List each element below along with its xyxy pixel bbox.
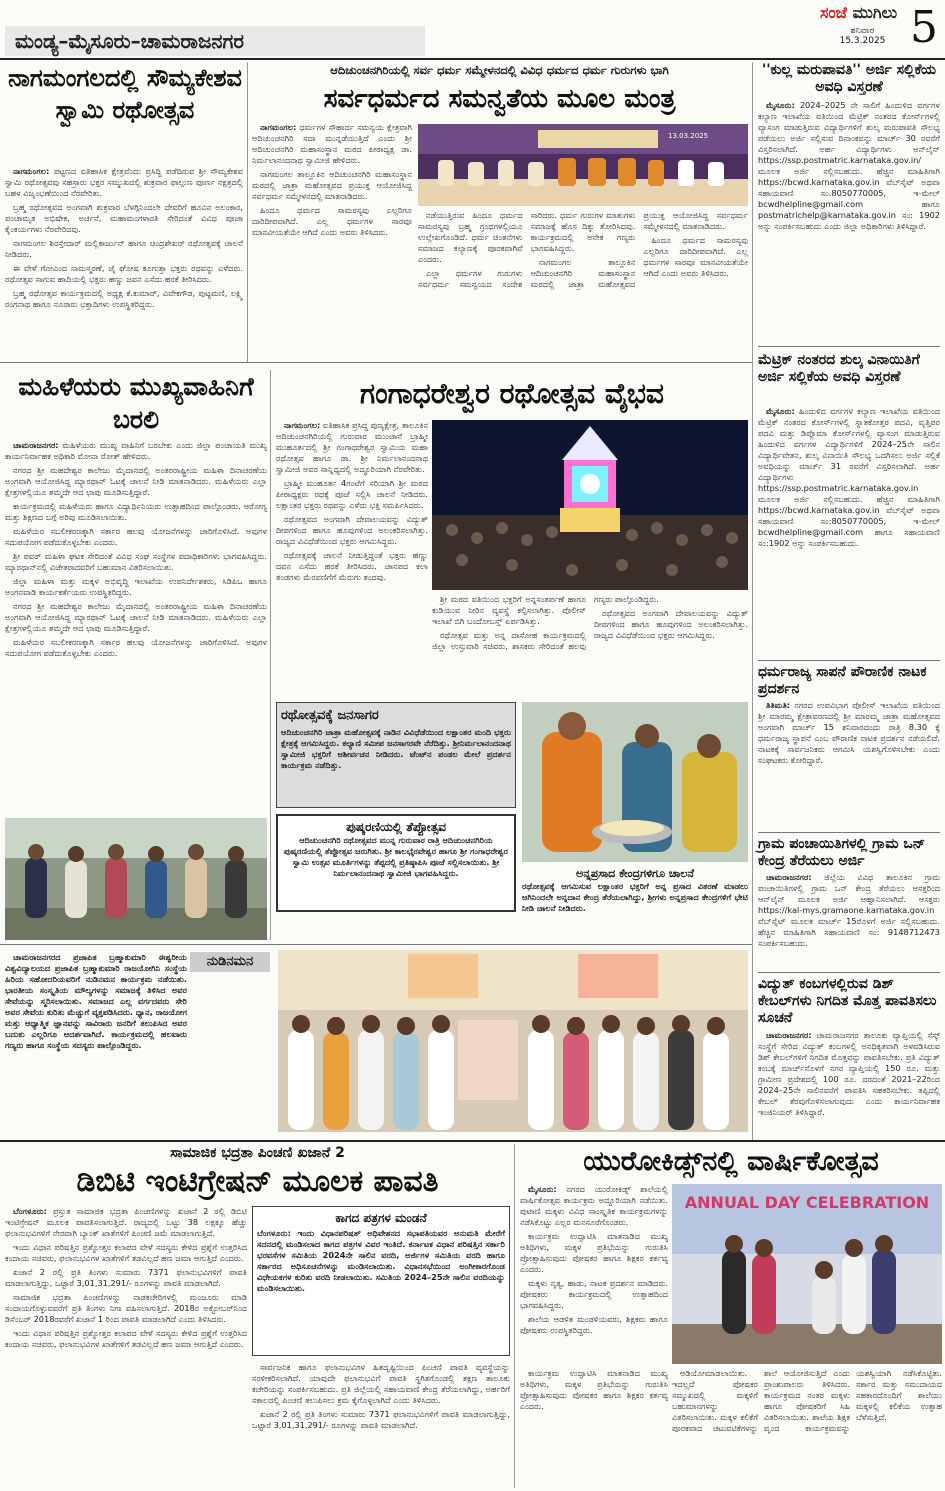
headline-natak: ಧರ್ಮರಾಜ್ಯ ಸಾಪನೆ ಪೌರಾಣಿಕ ನಾಟಕ ಪ್ರದರ್ಶನ	[758, 664, 927, 697]
dateline: ನಾಗಮಂಗಲ:	[13, 166, 50, 176]
headline-mahileyaru: ಮಹಿಳೆಯರು ಮುಖ್ಯವಾಹಿನಿಗೆ ಬರಲಿ	[18, 372, 254, 434]
story-sarvadharma-col1	[252, 122, 412, 358]
photo-date: 13.03.2025	[668, 132, 709, 140]
box-body: ಆದಿಚುಂಚನಗಿರಿ ರಥೋತ್ಸವದ ಮುನ್ನ ಗುರುವಾರ ರಾತ್ರಿ ಆದಿಚುಂಚನಗಿರಿಯ ಪುಷ್ಕರಣಿಯಲ್ಲಿ ತೆಪ್ಪೋತ್ಸವ ಜರುಗಿತು. ಶ್ರೀ ಕಾಲಭೈರವೇಶ್ವರ ಹಾಗೂ ಶ್ರೀ ಗಂಗಾಧರೇಶ್ವರ ಸ್ವಾಮಿ ಉತ್ಸವ ಮೂರ್ತಿಗಳನ್ನು ತೆಪ್ಪದಲ್ಲಿ ಪ್ರತಿಷ್ಠಾಪಿಸಿ ಪೂಜೆ ಸಲ್ಲಿಸಲಾಯಿತು. ಶ್ರೀ ನಿರ್ಮಲಾನಂದನಾಥ ಸ್ವಾಮೀಜಿ ಭಾಗವಹಿಸಿದ್ದರು.	[283, 835, 508, 878]
paragraph: ಪಟ್ಟಣದ ಐತಿಹಾಸಿಕ ಕ್ಷೇತ್ರವೆಂದು ಪ್ರಸಿದ್ಧಿ ಪಡೆದಿರುವ ಶ್ರೀ ಸೌಮ್ಯಕೇಶವ ಸ್ವಾಮಿ ರಥೋತ್ಸವವು ಸಹಸ್ರಾರು ಭಕ್ತರ ಸಮ್ಮುಖದಲ್ಲಿ ಶುಕ್ರವಾರ ಫಾಲ್ಗುಣ ಪೂರ್ಣ ನಕ್ಷತ್ರದಲ್ಲಿ ಬಹಳ ವಿಜೃಂಭಣೆಯಿಂದ ನೆರವೇರಿತು.	[5, 166, 243, 198]
dateline: ಮೈಸೂರು:	[528, 1184, 557, 1194]
paragraph: ಐತಿಹಾಸಿಕ ಪ್ರಸಿದ್ಧ ಪುಣ್ಯಕ್ಷೇತ್ರ, ತಾಲೂಕಿನ ಆದಿಚುಂಚನಗಿರಿಯಲ್ಲಿ ಗುರುವಾರ ಮುಂಜಾನೆ ಬ್ರಾಹ್ಮೀ ಮುಹೂರ್ತದಲ್ಲಿ ಶ್ರೀ ಗಂಗಾಧರೇಶ್ವರ ಸ್ವಾಮಿಯ ಮಹಾ ರಥೋತ್ಸವ ಹಾಗೂ ಡಾ. ಶ್ರೀ ನಿರ್ಮಲಾನಂದನಾಥ ಸ್ವಾಮೀಜಿ ಅವರ ಸಾನ್ನಿಧ್ಯದಲ್ಲಿ ಅದ್ಧೂರಿಯಾಗಿ ನೆರವೇರಿತು.	[276, 420, 428, 474]
headline-eurokids: ಯುರೋಕಿಡ್ಸ್‌ನಲ್ಲಿ ವಾರ್ಷಿಕೋತ್ಸವ	[583, 1146, 879, 1177]
story-metric-shulka	[758, 406, 940, 656]
paragraph: ರಥೋತ್ಸವ ಮತ್ತು ಅನ್ನ ದಾಸೋಹ ಕಾರ್ಯಕ್ರಮದಲ್ಲಿ ಜಿಲ್ಲಾ ಉಸ್ತುವಾರಿ ಸಚಿವರು, ಶಾಸಕರು ಸೇರಿದಂತೆ ಹಲವು ಗಣ್ಯರು ಪಾಲ್ಗೊಂಡಿದ್ದರು.	[432, 594, 659, 651]
paragraph: ಮಹಿಳೆಯರ ಸಬಲೀಕರಣಕ್ಕಾಗಿ ಸರ್ಕಾರ ಹಲವು ಯೋಜನೆಗಳನ್ನು ಜಾರಿಗೊಳಿಸಿದೆ. ಅವುಗಳ ಸದುಪಯೋಗ ಪಡೆದುಕೊಳ್ಳಬೇಕು ಎಂದರು.	[5, 637, 267, 658]
headline-gangadhareshwara: ಗಂಗಾಧರೇಶ್ವರ ರಥೋತ್ಸವ ವೈಭವ	[360, 377, 664, 410]
box-title: ರಥೋತ್ಸವಕ್ಕೆ ಜನಸಾಗರ	[281, 708, 379, 723]
divider	[0, 944, 752, 945]
headline-grama-one: ಗ್ರಾಮ ಪಂಚಾಯಿತಿಗಳಲ್ಲಿ ಗ್ರಾಮ ಒನ್ ಕೇಂದ್ರ ತೆರೆಯಲು ಅರ್ಜಿ	[758, 836, 926, 869]
paragraph: ನಾಗಮಂಗಲ ತಾಲ್ಲೂಕಿನ ಆದಿಚುಂಚನಗಿರಿ ಮಹಾಸಂಸ್ಥಾನ ಮಠದಲ್ಲಿ ಜಾತ್ರಾ ಮಹೋತ್ಸವದ ಪ್ರಯುಕ್ತ ಆಯೋಜಿಸಿದ್ದ ಸರ್ವಧರ್ಮ ಸಮ್ಮೇಳನದಲ್ಲಿ ಮಾತನಾಡಿದರು.	[530, 210, 748, 289]
paragraph: ಖಜಾನೆ 2 ರಲ್ಲಿ ಪ್ರತಿ ತಿಂಗಳು ಸುಮಾರು 7371 ಫಲಾನುಭವಿಗಳಿಗೆ ಪಾವತಿ ಮಾಡಲಾಗುತ್ತಿದ್ದು, ಒಟ್ಟಾರೆ 3,01,31,291/- ರೂಗಳನ್ನು ಪಾವತಿ ಮಾಡಲಾಗಿದೆ.	[5, 1267, 247, 1288]
issue-date: 15.3.2025	[839, 36, 886, 46]
paragraph: ನಡೆಯುತ್ತಿರುವ ಹಿಂದೂ ಧರ್ಮದ ಸಾಮರಸ್ಯವು ಬ್ರಹ್ಮ ಗ್ರಂಥಗಳಲ್ಲಿಯೂ ಉಲ್ಲೇಖಗೊಂಡಿದೆ. ಧರ್ಮ ಚಿಂತನೆಗಳು ಸಮಾಜದ ಕಲ್ಯಾಣಕ್ಕೆ ಪೂರಕವಾಗಿವೆ ಎಂದರು.	[418, 210, 523, 264]
paragraph: ಇಂದು ವಿಧಾನ ಪರಿಷತ್ತಿನ ಪ್ರಶ್ನೋತ್ತರ ಕಲಾಪದ ವೇಳೆ ಸದಸ್ಯರು ಕೇಳಿದ ಪ್ರಶ್ನೆಗೆ ಉತ್ತರಿಸಿದ ಕಂದಾಯ ಸಚಿವರು, ಫಲಾನುಭವಿಗಳ ಖಾತೆಗಳಿಗೆ ತಡವಿಲ್ಲದೆ ಹಣ ಜಮಾ ಆಗುತ್ತಿದೆ ಎಂದರು.	[5, 1242, 247, 1263]
story-gangadhareshwara-col2	[432, 594, 748, 698]
paragraph: ರಥೋತ್ಸವದ ಅಂಗವಾಗಿ ದೇವಾಲಯವನ್ನು ವಿದ್ಯುತ್ ದೀಪಗಳಿಂದ ಹಾಗೂ ಹೂವುಗಳಿಂದ ಅಲಂಕರಿಸಲಾಗಿತ್ತು. ರಾಜ್ಯದ ವಿವಿಧೆಡೆಯಿಂದ ಭಕ್ತರು ಆಗಮಿಸಿದ್ದರು.	[276, 514, 428, 546]
kicker-dbt: ಸಾಮಾಜಿಕ ಭದ್ರತಾ ಪಿಂಚಣಿ ಖಜಾನೆ 2	[170, 1145, 345, 1161]
paragraph: ಪ್ರಸ್ತುತ ಸಾಮಾಜಿಕ ಭದ್ರತಾ ಪಿಂಚಣಿಗಳನ್ನು ಖಜಾನೆ 2 ರಲ್ಲಿ ಡಿಬಿಟಿ ಇಂಟಿಗ್ರೇಷನ್ ಮೂಲಕ ಪಾವತಿಸಲಾಗುತ್ತಿದೆ. ರಾಜ್ಯದಲ್ಲಿ ಒಟ್ಟು 38 ಲಕ್ಷಕ್ಕೂ ಹೆಚ್ಚು ಫಲಾನುಭವಿಗಳಿಗೆ ನೇರವಾಗಿ ಬ್ಯಾಂಕ್ ಖಾತೆಗಳಿಗೆ ಪಿಂಚಣಿ ಜಮೆ ಮಾಡಲಾಗುತ್ತಿದೆ.	[5, 1206, 247, 1238]
paragraph: ಹಿಂದೂ ಧರ್ಮದ ಸಾಮರಸ್ಯವು ಎಲ್ಲರಿಗೂ ದಾರಿದೀಪವಾಗಿದೆ. ಎಲ್ಲ ಧರ್ಮಗಳ ಸಾರವೂ ಮಾನವೀಯತೆಯೇ ಆಗಿದೆ ಎಂದು ಅವರು ತಿಳಿಸಿದರು.	[643, 235, 748, 278]
story-dbt	[5, 1206, 247, 1486]
photo-banner-text: ANNUAL DAY CELEBRATION	[684, 1193, 930, 1212]
badge-nudinamana: ನುಡಿನಮನ	[190, 952, 270, 972]
paragraph: ಜಿಲ್ಲಾ ಮಹಿಳಾ ಮತ್ತು ಮಕ್ಕಳ ಅಭಿವೃದ್ಧಿ ಇಲಾಖೆಯ ಉಪನಿರ್ದೇಶಕರು, ಸಿಡಿಪಿಒ ಹಾಗೂ ಅಂಗನವಾಡಿ ಕಾರ್ಯಕರ್ತೆಯರು ಉಪಸ್ಥಿತರಿದ್ದರು.	[5, 576, 267, 597]
paragraph: ಸಾರ್ವಜನಿಕ ಹಾಗೂ ಫಲಾನುಭವಿಗಳ ಹಿತದೃಷ್ಟಿಯಿಂದ ಪಿಂಚಣಿ ಪಾವತಿ ವ್ಯವಸ್ಥೆಯನ್ನು ಸರಳೀಕರಿಸಲಾಗಿದೆ. ಯಾವುದೇ ಫಲಾನುಭವಿಗೆ ಪಾವತಿ ಸ್ಥಗಿತಗೊಂಡಲ್ಲಿ ತಕ್ಷಣ ತಾಲೂಕು ಕಚೇರಿಯನ್ನು ಸಂಪರ್ಕಿಸಬಹುದು. ಪ್ರತಿ ಜಿಲ್ಲೆಯಲ್ಲಿ ಸಹಾಯವಾಣಿ ಕೇಂದ್ರ ತೆರೆಯಲಾಗಿದ್ದು, ಅರ್ಹರಿಗೆ ಸಕಾಲದಲ್ಲಿ ಪಿಂಚಣಿ ತಲುಪಿಸಲು ಕ್ರಮ ಕೈಗೊಳ್ಳಲಾಗಿದೆ ಎಂದು ತಿಳಿಸಿದರು.	[252, 1362, 510, 1405]
paragraph: ಮಹಿಳೆಯರ ಸಬಲೀಕರಣಕ್ಕಾಗಿ ಸರ್ಕಾರ ಹಲವು ಯೋಜನೆಗಳನ್ನು ಜಾರಿಗೊಳಿಸಿದೆ. ಅವುಗಳ ಸದುಪಯೋಗ ಪಡೆದುಕೊಳ್ಳಬೇಕು ಎಂದರು.	[5, 526, 267, 547]
column-rule	[247, 62, 248, 362]
headline-shulka-marupavati: ''ಕುಲ್ಲ ಮರುಪಾವತಿ'' ಅರ್ಜಿ ಸಲ್ಲಿಕೆಯ ಅವಧಿ ವಿಸ್ತರಣೆ	[761, 62, 937, 95]
masthead-logo	[820, 4, 905, 52]
story-eurokids-col2	[672, 1368, 942, 1486]
chariot-photo	[432, 420, 748, 590]
paragraph: ಖಜಾನೆ 2 ರಲ್ಲಿ ಪ್ರತಿ ತಿಂಗಳು ಸುಮಾರು 7371 ಫಲಾನುಭವಿಗಳಿಗೆ ಪಾವತಿ ಮಾಡಲಾಗುತ್ತಿದ್ದು, ಒಟ್ಟಾರೆ 3,01,31,291/- ರೂಗಳನ್ನು ಪಾವತಿ ಮಾಡಲಾಗಿದೆ.	[252, 1409, 510, 1430]
paragraph: ಎಲ್ಲಾ ಧರ್ಮಗಳ ಗುರುಗಳು ಸರ್ವಧರ್ಮ ಸಮನ್ವಯದ ಸಂದೇಶ ಸಾರಿದರು. ಧರ್ಮ ಗುರುಗಳ ಮಾತುಗಳು ಸಮಾಜಕ್ಕೆ ಹೊಸ ದಿಕ್ಕು ತೋರಿಸಿದವು. ಕಾರ್ಯಕ್ರಮದಲ್ಲಿ ಅನೇಕ ಗಣ್ಯರು ಭಾಗವಹಿಸಿದ್ದರು.	[418, 210, 636, 289]
headline-soumyakeshava: ನಾಗಮಂಗಲದಲ್ಲಿ ಸೌಮ್ಯಕೇಶವ ಸ್ವಾಮಿ ರಥೋತ್ಸವ	[8, 63, 242, 124]
story-nudinamana	[5, 952, 273, 1130]
issue-day: ಶನಿವಾರ	[850, 26, 875, 36]
annaprasada-photo	[522, 702, 748, 862]
divider	[758, 660, 940, 661]
paragraph: ಚಾಮರಾಜನಗರದ ಪ್ರಜಾಪಿತ ಬ್ರಹ್ಮಾಕುಮಾರಿ ಈಶ್ವರೀಯ ವಿಶ್ವವಿದ್ಯಾಲಯದ ಪ್ರಜಾಪಿತ ಬ್ರಹ್ಮಾಕುಮಾರಿ ರಾಜಯೋಗಿನಿ ಸಂಸ್ಥೆಯ ಹಿರಿಯ ಸಹೋದರಿಯವರಿಗೆ ನುಡಿನಮನ ಕಾರ್ಯಕ್ರಮ ನಡೆಯಿತು. ಭಾರತೀಯ ಸಂಸ್ಕೃತಿಯ ಮೌಲ್ಯಗಳನ್ನು ಸಮಾಜಕ್ಕೆ ತಿಳಿಸಿದ ಅವರ ಸೇವೆಯನ್ನು ಸ್ಮರಿಸಲಾಯಿತು. ಸಮಾಜದ ಎಲ್ಲ ವರ್ಗದವರು ಸೇರಿ ಅವರ ಸೇವೆಯ ಕುರಿತು ಮೆಚ್ಚುಗೆ ವ್ಯಕ್ತಪಡಿಸಿದರು. ಧ್ಯಾನ, ರಾಜಯೋಗ ಮತ್ತು ಆಧ್ಯಾತ್ಮಿಕ ಜ್ಞಾನವನ್ನು ಸಾವಿರಾರು ಜನರಿಗೆ ತಲುಪಿಸಿದ ಅವರ ಬದುಕು ಎಲ್ಲರಿಗೂ ಆದರ್ಶವಾಗಿದೆ. ಕಾರ್ಯಕ್ರಮದಲ್ಲಿ ಹಲವಾರು ಗಣ್ಯರು ಹಾಗೂ ಸಂಸ್ಥೆಯ ಸದಸ್ಯರು ಪಾಲ್ಗೊಂಡಿದ್ದರು.	[5, 952, 187, 1050]
paragraph: ನಗರದ ಶ್ರೀ ಮಹದೇಶ್ವರ ಕಾಲೇಜು ಮೈದಾನದಲ್ಲಿ ಅಂತರರಾಷ್ಟ್ರೀಯ ಮಹಿಳಾ ದಿನಾಚರಣೆಯ ಅಂಗವಾಗಿ ಆಯೋಜಿಸಿದ್ದ ಮ್ಯಾರಥಾನ್ ಓಟಕ್ಕೆ ಚಾಲನೆ ನೀಡಿ ಮಾತನಾಡಿದರು. ಮಹಿಳೆಯರು ಎಲ್ಲಾ ಕ್ಷೇತ್ರಗಳಲ್ಲಿಯೂ ತಮ್ಮದೇ ಆದ ಛಾಪು ಮೂಡಿಸುತ್ತಿದ್ದಾರೆ.	[5, 601, 267, 633]
paragraph: ಶ್ರೀ ಪವರ್ ಮಹಿಳಾ ಘಟಕ ಸೇರಿದಂತೆ ವಿವಿಧ ಸಂಘ ಸಂಸ್ಥೆಗಳ ಪದಾಧಿಕಾರಿಗಳು ಭಾಗವಹಿಸಿದ್ದರು. ಮ್ಯಾರಥಾನ್‌ನಲ್ಲಿ ವಿಜೇತರಾದವರಿಗೆ ಬಹುಮಾನ ವಿತರಿಸಲಾಯಿತು.	[5, 551, 267, 572]
stage-photo	[418, 124, 748, 206]
paragraph: ಸಾಮಾಜಿಕ ಭದ್ರತಾ ಪಿಂಚಣಿಗಳನ್ನು ನಾಡಕಚೇರಿಗಳಲ್ಲಿ ಮಂಜೂರು ಮಾಡಿ ಸಂದಾಯಗೊಳ್ಳುವವರೆಗೆ ಪ್ರತಿ ತಿಂಗಳು ನಿಗಾ ವಹಿಸಲಾಗುತ್ತಿದೆ. 2018ರ ಅಕ್ಟೋಬರ್‌ನಿಂದ ಡಿಸೆಂಬರ್ 2018ರವರೆಗೆ ಖಜಾನೆ 1 ರಿಂದ ಪಾವತಿ ಮಾಡಲಾಗಿದೆ ಎಂದು ತಿಳಿಸಿದರು.	[5, 1292, 247, 1324]
paragraph: ಕಾರ್ಯಕ್ರಮ ಉದ್ಘಾಟಿಸಿ ಮಾತನಾಡಿದ ಮುಖ್ಯ ಅತಿಥಿಗಳು, ಮಕ್ಕಳ ಪ್ರತಿಭೆಯನ್ನು ಗುರುತಿಸಿ ಪ್ರೋತ್ಸಾಹಿಸುವುದು ಪೋಷಕರ ಹಾಗೂ ಶಿಕ್ಷಕರ ಕರ್ತವ್ಯ ಎಂದರು.	[520, 1231, 668, 1274]
box-body: ಬೆಂಗಳೂರು: ಇಂದು ವಿಧಾನಪರಿಷತ್ ಅಧಿವೇಶನದ ಸಭಾಪತಿಯವರ ಅನುಮತಿ ಮೇರೆಗೆ ಸದನದಲ್ಲಿ ಮಂಡಿಸಲಾದ ಕಾಗದ ಪತ್ರಗಳ ವಿವರ ಇಂತಿದೆ. ಕರ್ನಾಟಕ ವಿಧಾನ ಪರಿಷತ್ತಿನ ಸರ್ಕಾರಿ ಭರವಸೆಗಳ ಸಮಿತಿಯ 2024ನೇ ಸಾಲಿನ ವರದಿ, ಅರ್ಜಿಗಳ ಸಮಿತಿಯ ವರದಿ ಹಾಗೂ ಸರ್ಕಾರದ ಅಧಿಸೂಚನೆಗಳನ್ನು ಮಂಡಿಸಲಾಯಿತು. ವಿಧಾನಸಭೆಯಿಂದ ಅಂಗೀಕಾರಗೊಂಡ ವಿಧೇಯಕಗಳ ಕುರಿತು ವರದಿ ನೀಡಲಾಯಿತು. ಸಮಿತಿಯ 2024–25ನೇ ಸಾಲಿನ ವರದಿಯನ್ನು ಮಂಡಿಸಲಾಯಿತು.	[257, 1228, 505, 1293]
annual-day-photo	[672, 1184, 942, 1364]
dateline: ಮೈಸೂರು:	[766, 406, 795, 416]
paragraph: ಚಾಮರಾಜನಗರ ತಾಲೂಕು ವ್ಯಾಪ್ತಿಯಲ್ಲಿ ಸೆಸ್ಕ್ ಸಂಸ್ಥೆಗೆ ಸೇರಿದ ವಿದ್ಯುತ್ ಕಂಬಗಳಲ್ಲಿ ಅನಧಿಕೃತವಾಗಿ ಅಳವಡಿಸಿರುವ ಡಿಶ್ ಕೇಬಲ್‌ಗಳಿಗೆ ನಿಗದಿತ ಮೊತ್ತವನ್ನು ಪಾವತಿಸಬೇಕು. ಪ್ರತಿ ವಿದ್ಯುತ್ ಕಂಬಕ್ಕೆ ಮಾರ್ಚ್‌ನೊಳಗೆ ನಗರ ವ್ಯಾಪ್ತಿಯಲ್ಲಿ 150 ರೂ. ಮತ್ತು ಗ್ರಾಮೀಣ ಪ್ರದೇಶದಲ್ಲಿ 100 ರೂ. ದರದಂತೆ 2021–22ರಿಂದ 2024–25ನೇ ಸಾಲಿನವರೆಗೆ ಪಾವತಿಸಿ ಸಹಕರಿಸಬೇಕು. ತಪ್ಪಿದಲ್ಲಿ ಕೇಬಲ್ ತೆರವುಗೊಳಿಸಲಾಗುವುದು ಎಂದು ಕಾರ್ಯನಿರ್ವಾಹಕ ಇಂಜಿನಿಯರ್ ತಿಳಿಸಿದ್ದಾರೆ.	[758, 1030, 940, 1117]
story-mahileyaru	[5, 440, 267, 812]
box-tepotsava	[276, 814, 516, 912]
box-title: ಕಾಗದ ಪತ್ರಗಳ ಮಂಡನೆ	[335, 1211, 427, 1225]
headline-metric-shulka: ಮೆಟ್ರಿಕ್ ನಂತರದ ಶುಲ್ಕ ವಿನಾಯಿತಿಗೆ ಅರ್ಜಿ ಸಲ್ಲಿಕೆಯ ಅವಧಿ ವಿಸ್ತರಣೆ	[758, 352, 920, 385]
marathon-photo	[5, 818, 267, 940]
paragraph: ಇಂದು ವಿಧಾನ ಪರಿಷತ್ತಿನ ಪ್ರಶ್ನೋತ್ತರ ಕಲಾಪದ ವೇಳೆ ಸದಸ್ಯರು ಕೇಳಿದ ಪ್ರಶ್ನೆಗೆ ಉತ್ತರಿಸಿದ ಕಂದಾಯ ಸಚಿವರು, ಫಲಾನುಭವಿಗಳ ಖಾತೆಗಳಿಗೆ ತಡವಿಲ್ಲದೆ ಹಣ ಜಮಾ ಆಗುತ್ತಿದೆ ಎಂದರು.	[5, 1328, 247, 1349]
group-photo-nudinamana	[278, 950, 748, 1132]
divider	[758, 346, 940, 347]
box-kagada-patra	[252, 1206, 510, 1356]
paragraph: ನಗರದ ಶ್ರೀ ಮಹದೇಶ್ವರ ಕಾಲೇಜು ಮೈದಾನದಲ್ಲಿ ಅಂತರರಾಷ್ಟ್ರೀಯ ಮಹಿಳಾ ದಿನಾಚರಣೆಯ ಅಂಗವಾಗಿ ಆಯೋಜಿಸಿದ್ದ ಮ್ಯಾರಥಾನ್ ಓಟಕ್ಕೆ ಚಾಲನೆ ನೀಡಿ ಮಾತನಾಡಿದರು. ಮಹಿಳೆಯರು ಎಲ್ಲಾ ಕ್ಷೇತ್ರಗಳಲ್ಲಿಯೂ ತಮ್ಮದೇ ಆದ ಛಾಪು ಮೂಡಿಸುತ್ತಿದ್ದಾರೆ.	[5, 465, 267, 497]
story-sarvadharma-col2	[418, 210, 748, 358]
story-natak	[758, 700, 940, 832]
section-banner: ಮಂಡ್ಯ–ಮೈಸೂರು–ಚಾಮರಾಜನಗರ	[5, 26, 425, 56]
column-rule	[270, 370, 271, 940]
page-number: 5	[910, 2, 938, 53]
paragraph: ಕಾರ್ಯಕ್ರಮ ಉದ್ಘಾಟಿಸಿ ಮಾತನಾಡಿದ ಮುಖ್ಯ ಅತಿಥಿಗಳು, ಮಕ್ಕಳ ಪ್ರತಿಭೆಯನ್ನು ಗುರುತಿಸಿ ಪ್ರೋತ್ಸಾಹಿಸುವುದು ಪೋಷಕರ ಹಾಗೂ ಶಿಕ್ಷಕರ ಕರ್ತವ್ಯ ಎಂದರು.	[520, 1368, 668, 1411]
box-title: ಪುಷ್ಕರಣಿಯಲ್ಲಿ ತೆಪ್ಪೋತ್ಸವ	[346, 820, 446, 834]
paragraph: ರಥೋತ್ಸವದ ಅಂಗವಾಗಿ ದೇವಾಲಯವನ್ನು ವಿದ್ಯುತ್ ದೀಪಗಳಿಂದ ಹಾಗೂ ಹೂವುಗಳಿಂದ ಅಲಂಕರಿಸಲಾಗಿತ್ತು. ರಾಜ್ಯದ ವಿವಿಧೆಡೆಯಿಂದ ಭಕ್ತರು ಆಗಮಿಸಿದ್ದರು.	[594, 608, 748, 640]
column-rule	[514, 1144, 515, 1488]
caption-title: ಅನ್ನಪ್ರಸಾದ ಕೇಂದ್ರಗಳಿಗೂ ಚಾಲನೆ	[576, 867, 694, 880]
paragraph: ಶ್ರೀ ಮಠದ ವತಿಯಿಂದ ಭಕ್ತರಿಗೆ ಅನ್ನಸಂತರ್ಪಣೆ ಹಾಗೂ ಕುಡಿಯುವ ನೀರಿನ ವ್ಯವಸ್ಥೆ ಕಲ್ಪಿಸಲಾಗಿತ್ತು. ಪೊಲೀಸ್ ಇಲಾಖೆ ಬಿಗಿ ಬಂದೋಬಸ್ತ್ ಏರ್ಪಡಿಸಿತ್ತು.	[432, 594, 586, 626]
headline-sarvadharma: ಸರ್ವಧರ್ಮದ ಸಮನ್ವತೆಯ ಮೂಲ ಮಂತ್ರ	[323, 84, 676, 114]
story-eurokids-col1b	[520, 1368, 668, 1486]
paragraph: ಮಹಿಳೆಯರು ಮುಖ್ಯ ವಾಹಿನಿಗೆ ಬರಬೇಕು ಎಂದು ಜಿಲ್ಲಾ ಪಂಚಾಯತಿ ಮುಖ್ಯ ಕಾರ್ಯನಿರ್ವಾಹಕ ಅಧಿಕಾರಿ ಮೋನಾ ರೋತ್ ಹೇಳಿದರು.	[5, 440, 267, 461]
paragraph: ನಾಗಮಂಗಲ ತಾಲ್ಲೂಕಿನ ಆದಿಚುಂಚನಗಿರಿ ಮಹಾಸಂಸ್ಥಾನ ಮಠದಲ್ಲಿ ಜಾತ್ರಾ ಮಹೋತ್ಸವದ ಪ್ರಯುಕ್ತ ಆಯೋಜಿಸಿದ್ದ ಸರ್ವಧರ್ಮ ಸಮ್ಮೇಳನದಲ್ಲಿ ಮಾತನಾಡಿದರು.	[252, 169, 412, 201]
kicker-sarvadharma: ಆದಿಚುಂಚನಗಿರಿಯಲ್ಲಿ ಸರ್ವ ಧರ್ಮ ಸಮ್ಮೇಳನದಲ್ಲಿ ವಿವಿಧ ಧರ್ಮದ ಧರ್ಮ ಗುರುಗಳು ಭಾಗಿ	[330, 63, 669, 77]
paragraph: ಮಕ್ಕಳು ನೃತ್ಯ, ಹಾಡು, ನಾಟಕ ಪ್ರದರ್ಶನ ಮಾಡಿದರು. ಪೋಷಕರು ಕಾರ್ಯಕ್ರಮದಲ್ಲಿ ಉತ್ಸಾಹದಿಂದ ಭಾಗವಹಿಸಿದ್ದರು.	[520, 1278, 668, 1310]
paragraph: ಜಿಲ್ಲೆಯ ವಿವಿಧ ತಾಲೂಕಿನ ಗ್ರಾಮ ಪಂಚಾಯಿತಿಗಳಲ್ಲಿ ಗ್ರಾಮ ಒನ್ ಕೇಂದ್ರ ತೆರೆಯಲು ಆಸಕ್ತರಿಂದ ಆನ್‌ಲೈನ್ ಮೂಲಕ ಅರ್ಜಿ ಆಹ್ವಾನಿಸಲಾಗಿದೆ. ಆಸಕ್ತರು https://kal-mys.gramaone.karnataka.gov.in ವೆಬ್‌ಸೈಟ್ ಮೂಲಕ ಮಾರ್ಚ್ 15ರೊಳಗೆ ಅರ್ಜಿ ಸಲ್ಲಿಸಬಹುದು. ಹೆಚ್ಚಿನ ಮಾಹಿತಿಗಾಗಿ ಸಹಾಯವಾಣಿ ಸಂ: 9148712473 ಸಂಪರ್ಕಿಸಬಹುದು.	[758, 872, 940, 948]
story-grama-one	[758, 872, 940, 970]
dateline: ಮೈಸೂರು:	[766, 100, 795, 110]
caption-body: ರಥೋತ್ಸವಕ್ಕೆ ಆಗಮಿಸುವ ಲಕ್ಷಾಂತರ ಭಕ್ತರಿಗೆ ಅನ್ನ ಪ್ರಸಾದ ವಿತರಣೆ ಮಾಡಲು ಆಗಿನಿಂದಲೇ ಅನ್ನದಾನ ಕೇಂದ್ರ ತೆರೆಯಲಾಗಿದ್ದು, ಶ್ರೀಗಳು ಅನ್ನಪ್ರಸಾದ ಕೇಂದ್ರಗಳಿಗೆ ಭೇಟಿ ನೀಡಿ ಚಾಲನೆ ನೀಡಿದರು.	[522, 881, 748, 913]
dateline: ಚಾಮರಾಜನಗರ:	[13, 440, 59, 450]
brand-part2: ಮುಗಿಲು	[852, 3, 898, 22]
paragraph: ಬ್ರಾಹ್ಮೀ ಮುಹೂರ್ತ 4ಗಂಟೆಗೆ ಸರಿಯಾಗಿ ಶ್ರೀ ಮಠದ ಪೀಠಾಧ್ಯಕ್ಷರು ರಥಕ್ಕೆ ಪೂಜೆ ಸಲ್ಲಿಸಿ ಚಾಲನೆ ನೀಡಿದರು. ಲಕ್ಷಾಂತರ ಭಕ್ತರು ರಥವನ್ನು ಎಳೆದು ಭಕ್ತಿ ಸಮರ್ಪಿಸಿದರು.	[276, 478, 428, 510]
paragraph: ನಾಗಮಂಗಲ ಶಿರಸ್ತೇದಾರ್ ಮಲ್ಲಿಕಾರ್ಜುನ್ ಹಾಗೂ ಚಿಂದ್ರಶೇಖರ್ ರಥೋತ್ಸವಕ್ಕೆ ಚಾಲನೆ ನೀಡಿದರು.	[5, 238, 243, 259]
headline-dbt: ಡಿಬಿಟಿ ಇಂಟಿಗ್ರೇಷನ್ ಮೂಲಕ ಪಾವತಿ	[76, 1164, 439, 1199]
divider	[758, 832, 940, 833]
story-dbt-lower	[252, 1362, 510, 1486]
divider	[758, 972, 940, 973]
paragraph: ಬ್ರಹ್ಮ ರಥೋತ್ಸವ ಕಾರ್ಯಕ್ರಮದಲ್ಲಿ ಅಧ್ಯಕ್ಷ ಕೆ.ಕುಮಾರ್, ವಿವೇಕಗೌಡ, ಪುಟ್ಟಮಣಿ, ಲಕ್ಷ್ಮಿ ರಂಗನಾಥ ಹಾಗೂ ನೂರಾರು ಭಕ್ತಾದಿಗಳು ಉಪಸ್ಥಿತರಿದ್ದರು.	[5, 288, 243, 309]
dateline: ಬೆಂಗಳೂರು:	[13, 1206, 47, 1216]
brand-part1: ಸಂಜೆ	[820, 3, 847, 22]
paragraph: 2024–2025 ನೇ ಸಾಲಿಗೆ ಹಿಂದುಳಿದ ವರ್ಗಗಳ ಕಲ್ಯಾಣ ಇಲಾಖೆಯ ವತಿಯಿಂದ ಮೆಟ್ರಿಕ್ ನಂತರದ ಕೋರ್ಸ್‌ಗಳಲ್ಲಿ ವ್ಯಾಸಂಗ ಮಾಡುತ್ತಿರುವ ವಿದ್ಯಾರ್ಥಿಗಳಿಗೆ ಶುಲ್ಕ ಮರುಪಾವತಿ ಸೌಲಭ್ಯ ಪಡೆಯಲು ಅರ್ಜಿ ಸಲ್ಲಿಸುವ ದಿನಾಂಕವನ್ನು ಮಾರ್ಚ್ 30 ರವರೆಗೆ ವಿಸ್ತರಿಸಲಾಗಿದೆ. ಅರ್ಹ ವಿದ್ಯಾರ್ಥಿಗಳು ಆನ್‌ಲೈನ್ https://ssp.postmatric.karnataka.gov.in/ ಮೂಲಕ ಅರ್ಜಿ ಸಲ್ಲಿಸಬಹುದು. ಹೆಚ್ಚಿನ ಮಾಹಿತಿಗಾಗಿ https://bcwd.karnataka.gov.in ವೆಬ್‌ಸೈಟ್ ಅಥವಾ ಸಹಾಯವಾಣಿ ಸಂ.8050770005, ಇ-ಮೇಲ್ bcwdhelpline@gmail.com ಹಾಗೂ postmatrichelp@karnataka.gov.in ಸಂ: 1902 ಅನ್ನು ಸಂಪರ್ಕಿಸಬಹುದು ಎಂದು ಜಿಲ್ಲಾ ಅಧಿಕಾರಿಗಳು ತಿಳಿಸಿದ್ದಾರೆ.	[758, 100, 940, 231]
paragraph: ನಗರದ ಉಪವಿಭಾಗ ಪೊಲೀಸ್ ಇಲಾಖೆಯ ವತಿಯಿಂದ ಶ್ರೀ ಮಾರಮ್ಮ ಕ್ಷೇತ್ರಾವರಣದಲ್ಲಿ ಶ್ರೀ ಮಾರಮ್ಮ ಜಾತ್ರಾ ಮಹೋತ್ಸವದ ಅಂಗವಾಗಿ ಮಾರ್ಚ್ 15 ಶನಿವಾರದಂದು ರಾತ್ರಿ 8.30 ಕ್ಕೆ ಧರ್ಮರಾಜ್ಯ ಸ್ಥಾಪನೆ ಎಂಬ ಪೌರಾಣಿಕ ನಾಟಕ ಪ್ರದರ್ಶನ ನಡೆಯಲಿದೆ. ನಾಟಕಕ್ಕೆ ಸಾರ್ವಜನಿಕರು ಆಗಮಿಸಿ ಯಶಸ್ವಿಗೊಳಿಸಬೇಕು ಎಂದು ಸಂಘಟಕರು ಕೋರಿದ್ದಾರೆ.	[758, 700, 940, 765]
story-dish-cable	[758, 1030, 940, 1136]
paragraph: ಈ ವೇಳೆ ಗೋವಿಂದ ನಾಮಸ್ಮರಣೆ, ಜೈ ಘೋಷ ಕೂಗುತ್ತಾ ಭಕ್ತರು ರಥವನ್ನು ಎಳೆದರು. ರಥೋತ್ಸವ ಸಾಗುವ ಹಾದಿಯಲ್ಲಿ ಭಕ್ತರು ಹಣ್ಣು ಜವನ ಎಸೆದು ಹರಕೆ ತೀರಿಸಿದರು.	[5, 263, 243, 284]
paragraph: ಹಿಂದೂ ಧರ್ಮದ ಸಾಮರಸ್ಯವು ಎಲ್ಲರಿಗೂ ದಾರಿದೀಪವಾಗಿದೆ. ಎಲ್ಲ ಧರ್ಮಗಳ ಸಾರವೂ ಮಾನವೀಯತೆಯೇ ಆಗಿದೆ ಎಂದು ಅವರು ತಿಳಿಸಿದರು.	[252, 205, 412, 237]
paragraph: ಧರ್ಮಗಳ ಸೌಹಾರ್ದ ಸಮನ್ವಯ ಕ್ಷೇತ್ರವಾಗಿ ಆದಿಚುಂಚನಗಿರಿ ಸದಾ ಮುನ್ನಡೆಯುತ್ತಿದೆ ಎಂದು ಶ್ರೀ ಆದಿಚುಂಚನಗಿರಿ ಮಹಾಸಂಸ್ಥಾನ ಮಠದ ಪೀಠಾಧ್ಯಕ್ಷ ಡಾ. ನಿರ್ಮಲಾನಂದನಾಥ ಸ್ವಾಮೀಜಿ ಹೇಳಿದರು.	[252, 122, 412, 165]
paragraph: ನಗರದ ಯುರೋಕಿಡ್ಸ್ ಶಾಲೆಯಲ್ಲಿ ವಾರ್ಷಿಕೋತ್ಸವ ಕಾರ್ಯಕ್ರಮ ಅದ್ದೂರಿಯಾಗಿ ನಡೆಯಿತು. ಪುಟಾಣಿ ಮಕ್ಕಳು ವಿವಿಧ ಸಾಂಸ್ಕೃತಿಕ ಕಾರ್ಯಕ್ರಮಗಳನ್ನು ನಡೆಸಿಕೊಟ್ಟು ಎಲ್ಲರ ಮನಸೂರೆಗೊಂಡರು.	[520, 1184, 668, 1227]
box-body: ಆದಿಚುಂಚನಗಿರಿ ಜಾತ್ರಾ ಮಹೋತ್ಸವಕ್ಕೆ ನಾಡಿನ ವಿವಿಧೆಡೆಯಿಂದ ಲಕ್ಷಾಂತರ ಮಂದಿ ಭಕ್ತರು ಕ್ಷೇತ್ರಕ್ಕೆ ಆಗಮಿಸಿದ್ದರು. ಕಲ್ಯಾಣಿ ಸಮೀಪ ಜನಸಾಗರವೇ ನೆರೆದಿತ್ತು. ಶ್ರೀನಿರ್ಮಲಾನಂದನಾಥ ಸ್ವಾಮೀಜಿ ಭಕ್ತರಿಗೆ ಆಶೀರ್ವಚನ ನೀಡಿದರು. ಟೆಂಟ್‌ನ ಪಂಡಲ ಮೇಲೆ ಪ್ರದರ್ಶನ ಕಾರ್ಯಕ್ರಮ ನಡೆದಿತ್ತು.	[281, 727, 511, 770]
paragraph: ರಥೋತ್ಸವಕ್ಕೆ ಚಾಲನೆ ನೀಡುತ್ತಿದ್ದಂತೆ ಭಕ್ತರು ಹಣ್ಣು ದವನ ಎಸೆದು ಹರಕೆ ತೀರಿಸಿದರು. ಜಾನಪದ ಕಲಾ ತಂಡಗಳು ಮೆರವಣಿಗೆಗೆ ಮೆರುಗು ತಂದವು.	[276, 550, 428, 582]
paragraph: ಆಡಿಯೋಮಾಡಲಾಯಿತು. ಇದಲ್ಲದೆ ಪೋಷಕರ ಸಮ್ಮುಖದಲ್ಲಿ ಮಕ್ಕಳಿಗೆ ಬಹುಮಾನಗಳನ್ನು ವಿತರಿಸಲಾಯಿತು. ಮಕ್ಕಳ ಕಲಿಕೆಗೆ ಪೂರಕವಾದ ಚಟುವಟಿಕೆಗಳನ್ನು ಶಾಲೆ ಆಯೋಜಿಸುತ್ತಿದೆ ಎಂದು ಪ್ರಾಂಶುಪಾಲರು ತಿಳಿಸಿದರು. ಕಾರ್ಯಕ್ರಮದ ನಂತರ ಮಕ್ಕಳು ಹಾಗೂ ಪೋಷಕರಿಗೆ ಸಿಹಿ ವಿತರಿಸಲಾಯಿತು. ಶಾಲೆಯ ಶಿಕ್ಷಕ ವೃಂದ ಕಾರ್ಯಕ್ರಮವನ್ನು ಯಶಸ್ವಿಯಾಗಿ ನಡೆಸಿಕೊಟ್ಟಿತು. ಸರ್ಕಾರ ಮತ್ತು ಸಮುದಾಯದ ಸಹಕಾರದೊಂದಿಗೆ ಶಾಲೆಯು ಮಕ್ಕಳಲ್ಲಿ ಕಲಿಕೆಯ ಉತ್ಸಾಹ ಬೆಳೆಸುತ್ತಿದೆ.	[672, 1368, 942, 1433]
dateline: ತಿತಿಮತಿ:	[766, 700, 791, 710]
paragraph: ಬ್ರಹ್ಮ ರಥೋತ್ಸವದ ಅಂಗವಾಗಿ ಶುಕ್ರವಾರ ಬೆಳಗ್ಗಿನಿಂದಲೇ ದೇವರಿಗೆ ಹೂವಿನ ಅಲಂಕಾರ, ಪಂಚಾಮೃತ ಅಭಿಷೇಕ, ಅರ್ಚನೆ, ಮಹಾಮಂಗಳಾರತಿ ಸೇರಿದಂತೆ ವಿವಿಧ ಪೂಜಾ ಕೈಂಕರ್ಯಗಳು ನೆರವೇರಿದವು.	[5, 202, 243, 234]
paragraph: ಹಿಂದುಳಿದ ವರ್ಗಗಳ ಕಲ್ಯಾಣ ಇಲಾಖೆಯ ವತಿಯಿಂದ ಮೆಟ್ರಿಕ್ ನಂತರದ ಕೋರ್ಸ್‌ಗಳಲ್ಲಿ ಸ್ನಾತಕೋತ್ತರ ಪದವಿ, ವೃತ್ತಿಪರ ಪದವಿ ಮತ್ತು ಡಿಪ್ಲೊಮಾ ಕೋರ್ಸ್‌ಗಳಲ್ಲಿ ವ್ಯಾಸಂಗ ಮಾಡುತ್ತಿರುವ ಹಿಂದುಳಿದ ವರ್ಗಗಳ ವಿದ್ಯಾರ್ಥಿಗಳಿಗೆ 2024–25ನೇ ಸಾಲಿನ ವಿದ್ಯಾರ್ಥಿವೇತನ, ಶುಲ್ಕ ವಿನಾಯಿತಿ ಸೌಲಭ್ಯ ಒದಗಿಸಲು ಅರ್ಜಿ ಸಲ್ಲಿಕೆ ಅವಧಿಯನ್ನು ಮಾರ್ಚ್ 31 ರವರೆಗೆ ವಿಸ್ತರಿಸಲಾಗಿದೆ. ಅರ್ಹ ವಿದ್ಯಾರ್ಥಿಗಳು https://ssp.postmatric.karnataka.gov.in ಮೂಲಕ ಅರ್ಜಿ ಸಲ್ಲಿಸಬಹುದು. ಹೆಚ್ಚಿನ ಮಾಹಿತಿಗಾಗಿ https://bcwd.karnataka.gov.in ವೆಬ್‌ಸೈಟ್ ಅಥವಾ ಸಹಾಯವಾಣಿ ಸಂ:8050770005, ಇ-ಮೇಲ್ bcwdhelpline@gmail.com ಹಾಗೂ ಸಹಾಯವಾಣಿ ಸಂ:1902 ಅನ್ನು ಸಂಪರ್ಕಿಸಬಹುದು.	[758, 406, 940, 548]
box-janasagara	[276, 702, 516, 808]
story-eurokids-col1	[520, 1184, 668, 1364]
dateline: ಚಾಮರಾಜನಗರ:	[766, 872, 812, 882]
dateline: ಚಾಮರಾಜನಗರ:	[766, 1030, 812, 1040]
header-rule	[0, 58, 945, 60]
story-gangadhareshwara-col1	[276, 420, 428, 698]
paragraph: ಕಾರ್ಯಕ್ರಮದಲ್ಲಿ ಮಹಿಳೆಯರು ಹಾಗೂ ವಿದ್ಯಾರ್ಥಿನಿಯರು ಉತ್ಸಾಹದಿಂದ ಪಾಲ್ಗೊಂಡರು. ಆರೋಗ್ಯ ಮತ್ತು ಶಿಕ್ಷಣದ ಬಗ್ಗೆ ಅರಿವು ಮೂಡಿಸಲಾಯಿತು.	[5, 501, 267, 522]
headline-dish-cable: ವಿದ್ಯುತ್ ಕಂಬಗಳಲ್ಲಿರುವ ಡಿಶ್ ಕೇಬಲ್‌ಗಳು ನಿಗದಿತ ಮೊತ್ತ ಪಾವತಿಸಲು ಸೂಚನೆ	[758, 976, 937, 1026]
dateline: ನಾಗಮಂಗಲ:	[260, 122, 297, 132]
divider	[0, 1140, 945, 1142]
column-rule	[752, 62, 753, 1140]
story-shulka-marupavati	[758, 100, 940, 338]
divider	[0, 362, 752, 363]
dateline: ನಾಗಮಂಗಲ:	[284, 420, 321, 430]
paragraph: ಶಾಲೆಯ ಆಡಳಿತ ಮಂಡಳಿಯವರು, ಶಿಕ್ಷಕರು ಹಾಗೂ ಪೋಷಕರು ಉಪಸ್ಥಿತರಿದ್ದರು.	[520, 1314, 668, 1335]
caption-annaprasada	[522, 866, 748, 938]
story-soumyakeshava	[5, 166, 243, 358]
